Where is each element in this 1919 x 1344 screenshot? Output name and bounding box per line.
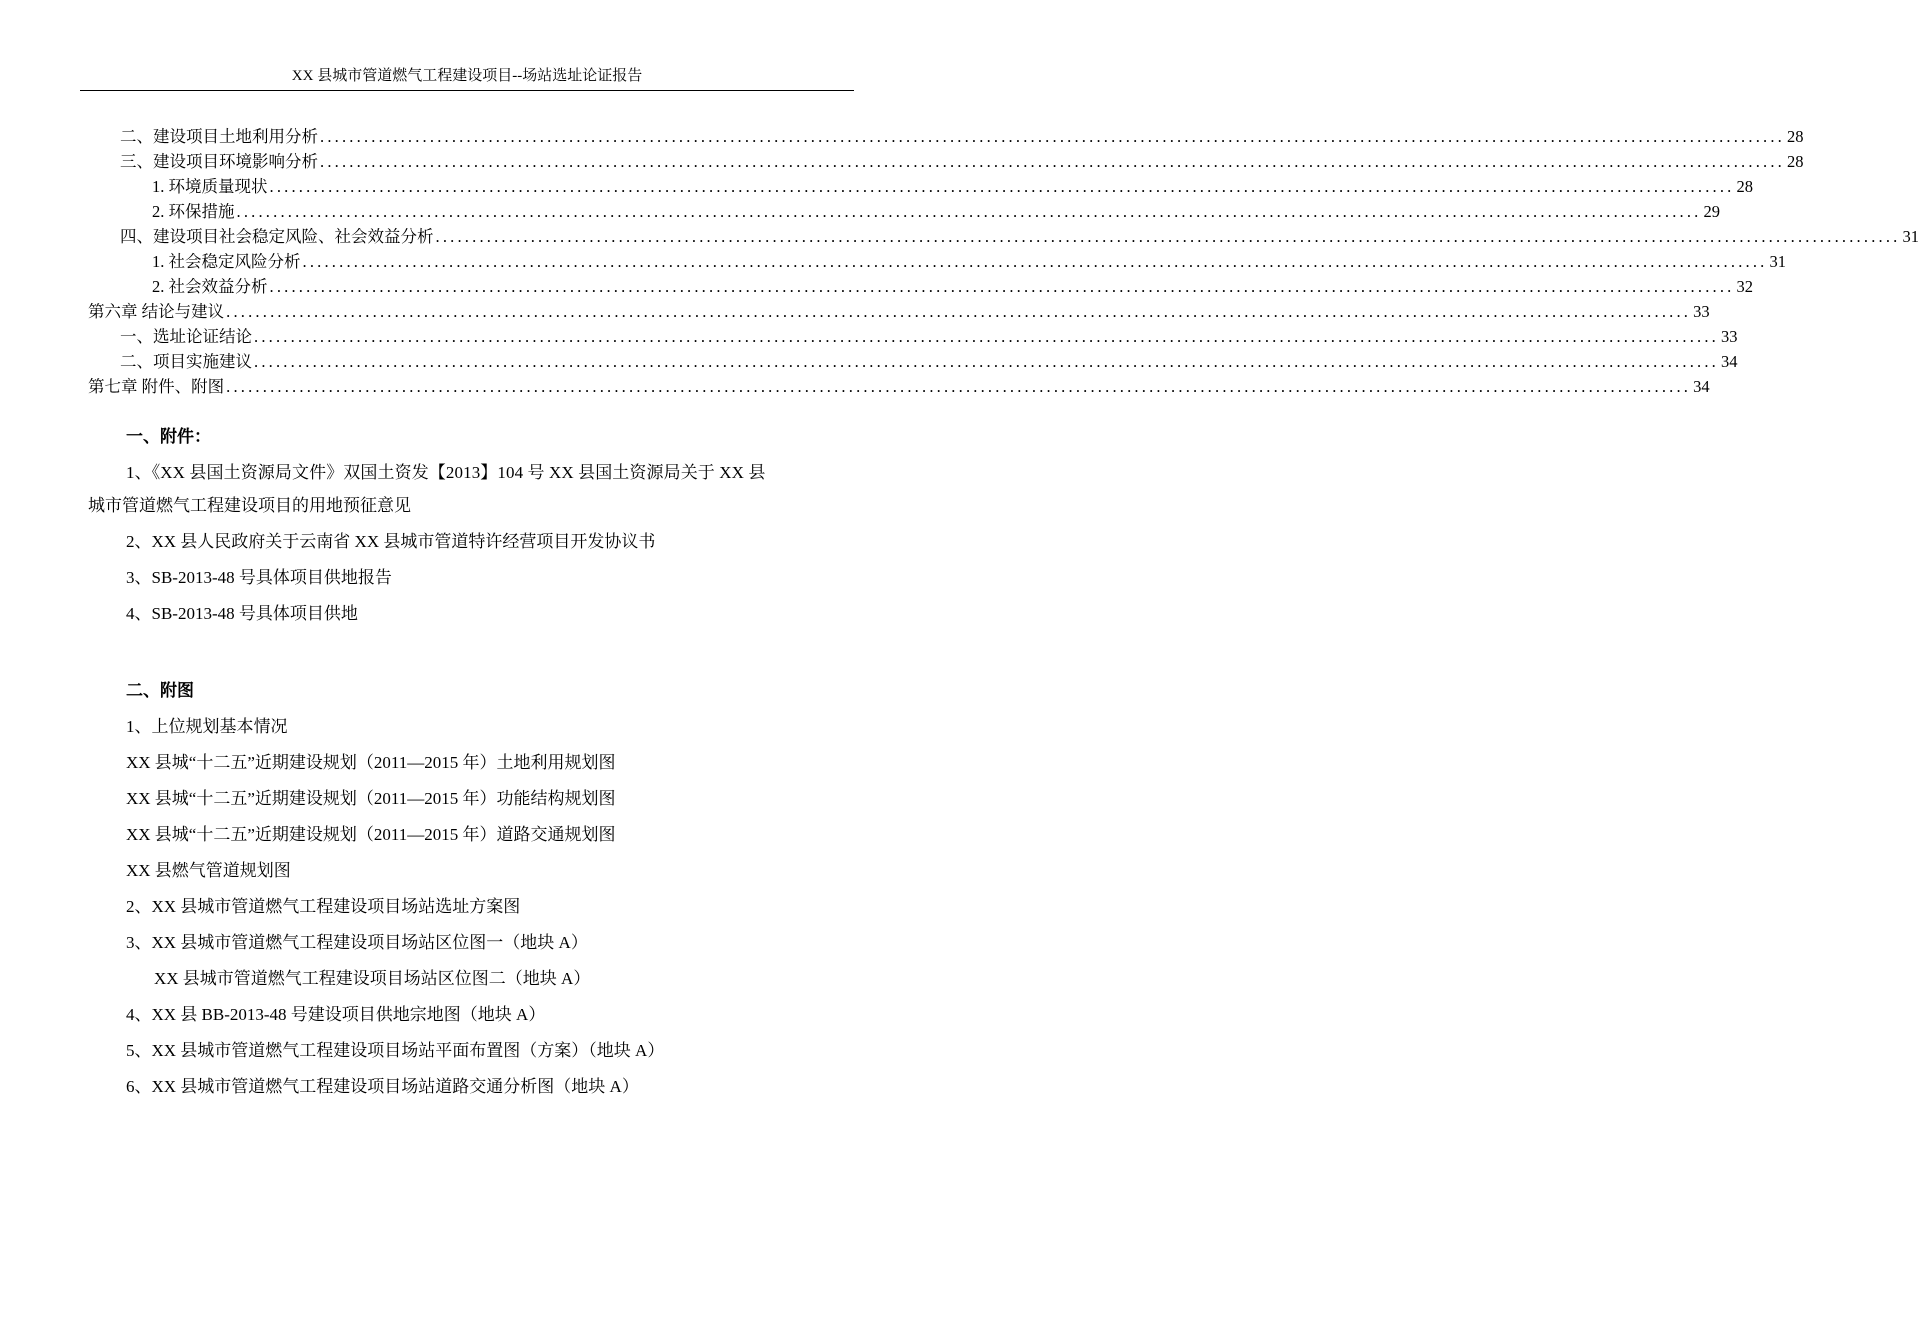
figure-line: XX 县城“十二五”近期建设规划（2011—2015 年）功能结构规划图 bbox=[126, 789, 616, 808]
toc-entry[interactable] bbox=[88, 174, 1753, 199]
toc-entry-title: 第六章 结论与建议 bbox=[88, 302, 225, 321]
toc-entry-page: 33 bbox=[1693, 302, 1710, 321]
attachment-item-3: 3、SB-2013-48 号具体项目供地报告 bbox=[126, 568, 392, 587]
toc-entry[interactable] bbox=[88, 324, 1738, 349]
figure-line: XX 县燃气管道规划图 bbox=[126, 861, 291, 880]
figure-line: 5、XX 县城市管道燃气工程建设项目场站平面布置图（方案）（地块 A） bbox=[126, 1041, 665, 1060]
toc-entry-title: 第七章 附件、附图 bbox=[88, 377, 225, 396]
figures-heading: 二、附图 bbox=[126, 681, 194, 700]
figure-line: 4、XX 县 BB-2013-48 号建设项目供地宗地图（地块 A） bbox=[126, 1005, 546, 1024]
toc-entry-page: 32 bbox=[1736, 277, 1753, 296]
toc-entry-title: 2. 社会效益分析 bbox=[152, 277, 268, 296]
figure-line: 1、上位规划基本情况 bbox=[126, 717, 288, 736]
toc-entry-title: 2. 环保措施 bbox=[152, 202, 235, 221]
figure-line: 6、XX 县城市管道燃气工程建设项目场站道路交通分析图（地块 A） bbox=[126, 1077, 639, 1096]
toc-leader: ........................................................................................................................................................................................................ bbox=[236, 202, 1702, 221]
toc-leader: ........................................................................................................................................................................................................ bbox=[320, 127, 1785, 146]
toc-entry-title: 三、建设项目环境影响分析 bbox=[120, 152, 318, 171]
header-rule bbox=[80, 90, 854, 91]
toc-leader: ........................................................................................................................................................................................................ bbox=[320, 152, 1785, 171]
toc-entry-title: 二、项目实施建议 bbox=[120, 352, 252, 371]
toc-entry-title: 一、选址论证结论 bbox=[120, 327, 252, 346]
figures-section bbox=[88, 678, 853, 1100]
figure-line: XX 县城“十二五”近期建设规划（2011—2015 年）道路交通规划图 bbox=[126, 825, 616, 844]
toc-leader: ........................................................................................................................................................................................................ bbox=[226, 377, 1692, 396]
toc-entry[interactable] bbox=[88, 149, 1804, 174]
toc-entry-page: 33 bbox=[1721, 327, 1738, 346]
toc-entry-title: 1. 社会稳定风险分析 bbox=[152, 252, 301, 271]
toc-entry-page: 28 bbox=[1736, 177, 1753, 196]
page-header-title: XX 县城市管道燃气工程建设项目--场站选址论证报告 bbox=[291, 68, 643, 84]
toc-leader: ........................................................................................................................................................................................................ bbox=[254, 327, 1719, 346]
toc-entry-page: 28 bbox=[1787, 152, 1804, 171]
toc-leader: ........................................................................................................................................................................................................ bbox=[269, 177, 1735, 196]
toc-leader: ........................................................................................................................................................................................................ bbox=[254, 352, 1719, 371]
toc-entry-title: 1. 环境质量现状 bbox=[152, 177, 268, 196]
figure-line: 2、XX 县城市管道燃气工程建设项目场站选址方案图 bbox=[126, 897, 521, 916]
toc-leader: ........................................................................................................................................................................................................ bbox=[435, 227, 1901, 246]
figure-line: 3、XX 县城市管道燃气工程建设项目场站区位图一（地块 A） bbox=[126, 933, 588, 952]
toc-entry-page: 34 bbox=[1721, 352, 1738, 371]
attachment-item-1-line-2: 城市管道燃气工程建设项目的用地预征意见 bbox=[88, 496, 411, 515]
toc-entry[interactable] bbox=[88, 124, 1804, 149]
attachments-heading: 一、附件： bbox=[126, 427, 211, 446]
toc-leader: ........................................................................................................................................................................................................ bbox=[269, 277, 1735, 296]
toc-entry-page: 31 bbox=[1769, 252, 1786, 271]
attachments-section bbox=[88, 424, 853, 627]
table-of-contents bbox=[88, 124, 1919, 399]
toc-entry[interactable] bbox=[88, 249, 1786, 274]
attachment-item-1-line-1: 1、《XX 县国土资源局文件》双国土资发【2013】104 号 XX 县国土资源局关于 XX 县 bbox=[126, 463, 766, 482]
toc-entry-page: 28 bbox=[1787, 127, 1804, 146]
toc-entry-page: 29 bbox=[1703, 202, 1720, 221]
toc-entry[interactable] bbox=[88, 349, 1738, 374]
toc-leader: ........................................................................................................................................................................................................ bbox=[302, 252, 1768, 271]
figure-line: XX 县城市管道燃气工程建设项目场站区位图二（地块 A） bbox=[154, 969, 591, 988]
toc-entry-page: 31 bbox=[1902, 227, 1919, 246]
attachment-item-2: 2、XX 县人民政府关于云南省 XX 县城市管道特许经营项目开发协议书 bbox=[126, 532, 656, 551]
toc-entry[interactable] bbox=[88, 274, 1753, 299]
toc-entry[interactable] bbox=[88, 374, 1710, 399]
toc-entry-title: 二、建设项目土地利用分析 bbox=[120, 127, 318, 146]
toc-leader: ........................................................................................................................................................................................................ bbox=[226, 302, 1692, 321]
attachment-item-4: 4、SB-2013-48 号具体项目供地 bbox=[126, 604, 358, 623]
toc-entry[interactable] bbox=[88, 199, 1720, 224]
toc-entry-title: 四、建设项目社会稳定风险、社会效益分析 bbox=[120, 227, 434, 246]
figure-line: XX 县城“十二五”近期建设规划（2011—2015 年）土地利用规划图 bbox=[126, 753, 616, 772]
toc-entry[interactable] bbox=[88, 224, 1919, 249]
toc-entry-page: 34 bbox=[1693, 377, 1710, 396]
toc-entry[interactable] bbox=[88, 299, 1710, 324]
